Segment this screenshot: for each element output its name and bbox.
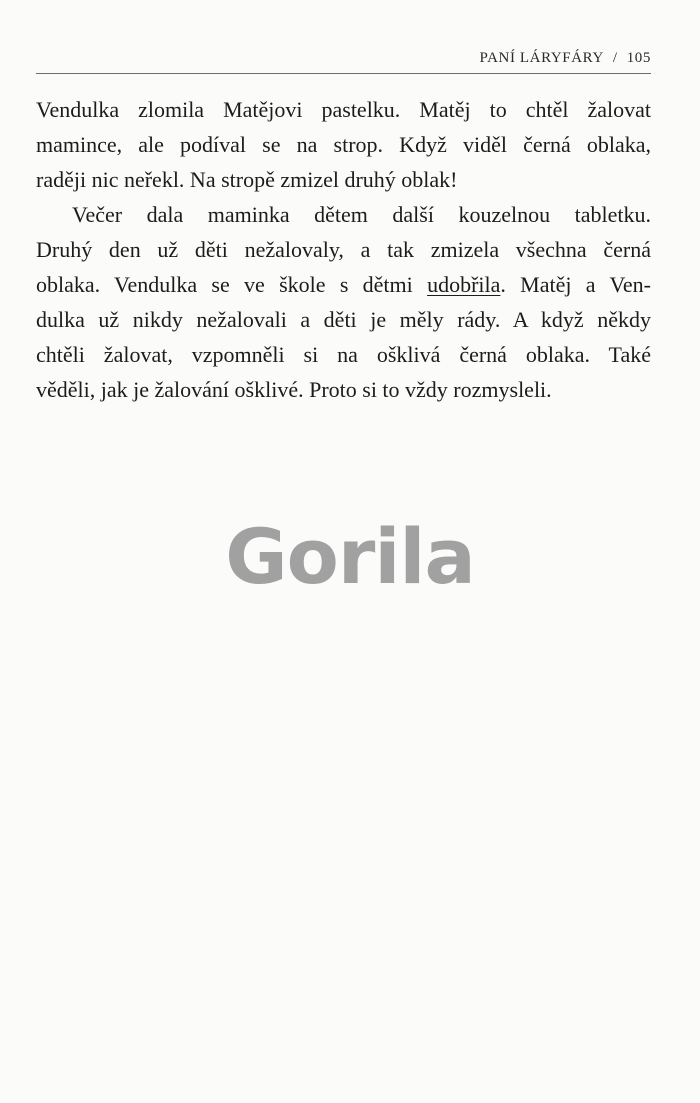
page-body <box>36 92 651 407</box>
text-line: raději nic neřekl. Na stropě zmizel druhý oblak! <box>36 167 458 192</box>
paragraph-2 <box>36 197 651 407</box>
text-line: chtěli žalovat, vzpomněli si na ošklivá černá oblaka. Také <box>36 342 651 367</box>
running-header <box>36 50 651 74</box>
text-line: Druhý den už děti nežalovaly, a tak zmizela všechna černá <box>36 237 651 262</box>
text-line: věděli, jak je žalování ošklivé. Proto si to vždy rozmysleli. <box>36 377 552 402</box>
text-segment: oblaka. Vendulka se ve škole s dětmi <box>36 272 428 297</box>
paragraph-1 <box>36 92 651 197</box>
vocabulary-word: udobřila <box>427 272 501 297</box>
text-line: Večer dala maminka dětem další kouzelnou tabletku. <box>72 202 651 227</box>
text-line: mamince, ale podíval se na strop. Když viděl černá oblaka, <box>36 132 651 157</box>
watermark-logo: Gorila <box>225 512 475 601</box>
text-line: Vendulka zlomila Matějovi pastelku. Matěj to chtěl žalovat <box>36 97 651 122</box>
text-line: dulka už nikdy nežalovali a děti je měly rády. A když někdy <box>36 307 651 332</box>
page-number: 105 <box>626 50 651 66</box>
text-segment: . Matěj a Ven- <box>500 272 651 297</box>
header-separator: / <box>612 50 618 66</box>
text-line <box>36 267 651 302</box>
running-title: PANÍ LÁRYFÁRY <box>479 50 604 66</box>
